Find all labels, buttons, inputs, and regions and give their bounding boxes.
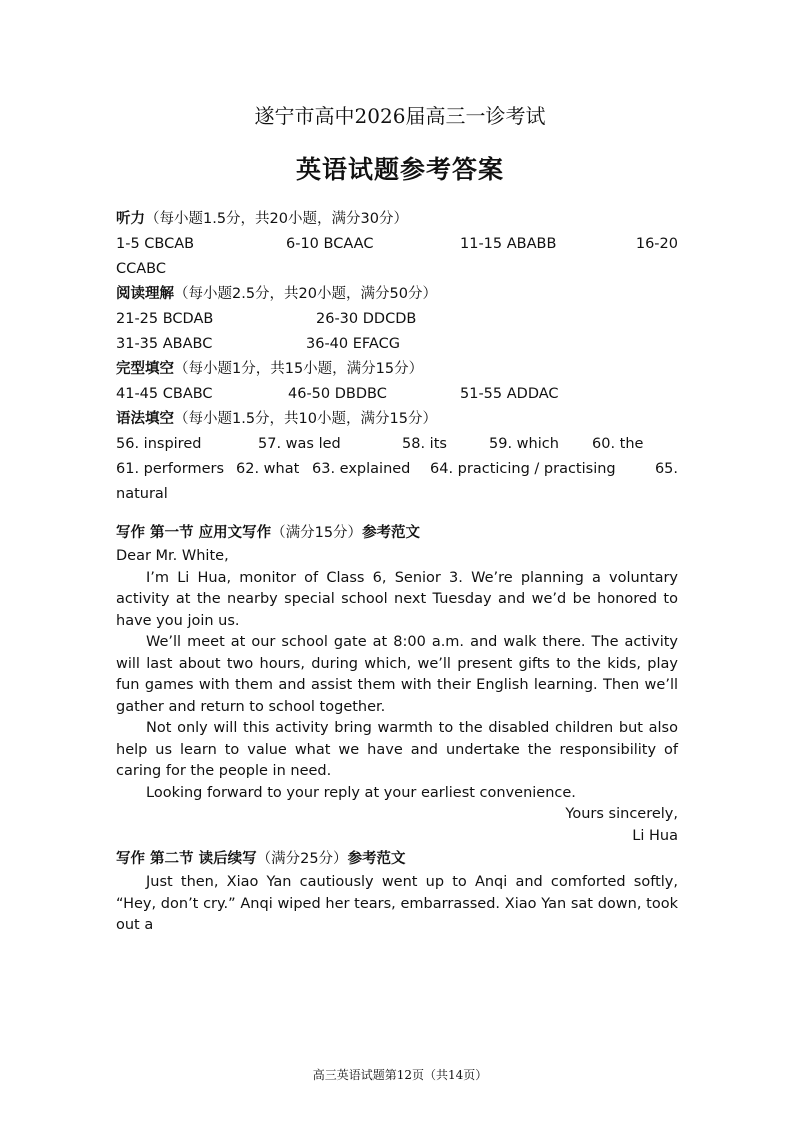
- listening-answers-row: [116, 232, 678, 257]
- reading-answers-row: [116, 307, 678, 332]
- sample-letter: [116, 546, 678, 847]
- cloze-answers-row: [116, 382, 678, 407]
- answer-item: 59. which: [489, 436, 559, 452]
- answer-group: 41-45 CBABC: [116, 386, 213, 402]
- letter-paragraph: Looking forward to your reply at your earliest convenience.: [146, 784, 576, 801]
- continuation-sample: [116, 872, 678, 937]
- section-note: （每小题1.5分，共10小题，满分15分）: [174, 411, 437, 427]
- reading-answers-row: [116, 332, 678, 357]
- reference-label: 参考范文: [347, 851, 406, 867]
- grammar-overflow-row: [116, 482, 678, 507]
- letter-paragraph: Not only will this activity bring warmth to the disabled children but also help us learn to value what we have and undertake the responsibility of caring for the people in need.: [116, 720, 678, 779]
- answer-item: natural: [116, 486, 168, 502]
- section-title: 听力: [116, 211, 145, 227]
- answer-item: 61. performers: [116, 461, 224, 477]
- section-note: （每小题1.5分，共20小题，满分30分）: [145, 211, 408, 227]
- letter-signature: Li Hua: [632, 827, 678, 844]
- section-note: （每小题1分，共15小题，满分15分）: [174, 361, 424, 377]
- answer-content: [116, 207, 678, 937]
- reference-label: 参考范文: [362, 525, 421, 541]
- listening-overflow-row: [116, 257, 678, 282]
- answer-group: 21-25 BCDAB: [116, 311, 214, 327]
- section-note: （满分15分）: [271, 525, 363, 541]
- letter-closing: Yours sincerely,: [565, 806, 678, 822]
- section-title: 写作 第二节 读后续写: [116, 851, 257, 867]
- answer-group: 1-5 CBCAB: [116, 236, 195, 252]
- section-title: 语法填空: [116, 411, 174, 427]
- grammar-heading: [116, 407, 678, 432]
- page-footer: 高三英语试题第12页（共14页）: [312, 1068, 488, 1082]
- section-title: 完型填空: [116, 361, 174, 377]
- document-title: 英语试题参考答案: [295, 155, 504, 184]
- exam-title: 遂宁市高中2026届高三一诊考试: [254, 104, 546, 128]
- listening-heading: [116, 207, 678, 232]
- writing1-heading: [116, 521, 678, 546]
- writing2-heading: [116, 847, 678, 872]
- answer-group: 6-10 BCAAC: [286, 236, 374, 252]
- answer-item: 57. was led: [258, 436, 341, 452]
- letter-paragraph: I’m Li Hua, monitor of Class 6, Senior 3. We’re planning a voluntary activity at the nearby special school next Tuesday and we’d be honored to have you join us.: [116, 569, 678, 629]
- grammar-answers-row: [116, 457, 678, 482]
- answer-item: 58. its: [402, 436, 447, 452]
- answer-group: CCABC: [116, 261, 166, 277]
- continuation-paragraph: Just then, Xiao Yan cautiously went up to Anqi and comforted softly, “Hey, don’t cry.” Anqi wiped her tears, embarrassed. Xiao Yan sat down, took out a: [116, 874, 678, 933]
- answer-item: 56. inspired: [116, 436, 202, 452]
- grammar-answers-row: [116, 432, 678, 457]
- answer-item: 63. explained: [312, 461, 411, 477]
- cloze-heading: [116, 357, 678, 382]
- answer-group: 51-55 ADDAC: [460, 386, 559, 402]
- section-note: （满分25分）: [256, 851, 348, 867]
- answer-group: 31-35 ABABC: [116, 336, 213, 352]
- answer-group: 16-20: [635, 236, 678, 252]
- reading-heading: [116, 282, 678, 307]
- answer-item: 62. what: [236, 461, 300, 477]
- answer-group: 36-40 EFACG: [306, 336, 400, 352]
- letter-salutation: Dear Mr. White,: [116, 548, 229, 564]
- answer-item: 64. practicing / practising: [430, 461, 616, 477]
- section-note: （每小题2.5分，共20小题，满分50分）: [174, 286, 437, 302]
- section-title: 写作 第一节 应用文写作: [116, 525, 272, 541]
- letter-paragraph: We’ll meet at our school gate at 8:00 a.m. and walk there. The activity will last about two hours, during which, we’ll present gifts to the kids, play fun games with them and assist them with their English learning. Then we’ll gather and return to school together.: [116, 634, 678, 715]
- answer-group: 26-30 DDCDB: [316, 311, 417, 327]
- answer-item: 65.: [654, 461, 678, 477]
- section-title: 阅读理解: [116, 286, 174, 302]
- answer-item: 60. the: [592, 436, 644, 452]
- answer-group: 46-50 DBDBC: [288, 386, 387, 402]
- answer-group: 11-15 ABABB: [460, 236, 557, 252]
